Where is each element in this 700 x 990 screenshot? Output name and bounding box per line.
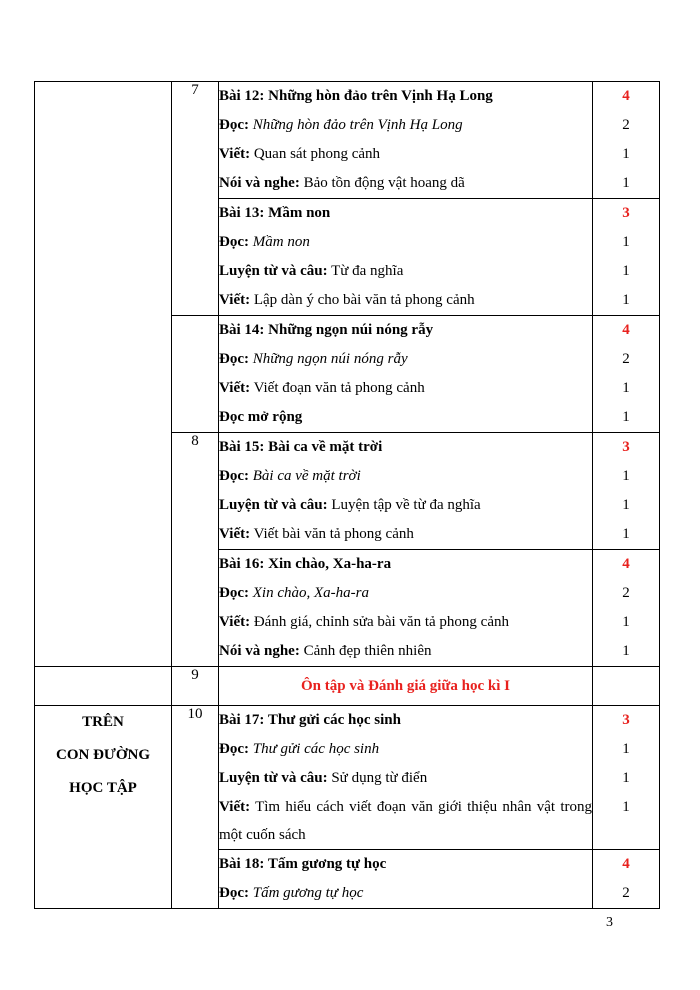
item-periods: 1 <box>622 526 630 542</box>
lesson-item: Viết: Viết đoạn văn tả phong cảnh <box>219 380 425 396</box>
table-row <box>35 706 660 850</box>
item-periods: 2 <box>622 885 630 901</box>
lesson-item: Nói và nghe: Cảnh đẹp thiên nhiên <box>219 643 432 659</box>
week-cell-empty <box>172 316 219 433</box>
midterm-periods-empty <box>593 667 660 706</box>
topic-line: HỌC TẬP <box>69 780 137 796</box>
lesson-16-content <box>219 550 593 667</box>
lesson-title: Bài 12: Những hòn đảo trên Vịnh Hạ Long <box>219 88 493 104</box>
item-periods: 2 <box>622 117 630 133</box>
lesson-item: Luyện từ và câu: Luyện tập về từ đa nghĩa <box>219 497 481 513</box>
lesson-14-periods <box>593 316 660 433</box>
page-number: 3 <box>606 915 613 930</box>
lesson-item: Đọc: Thư gửi các học sinh <box>219 741 380 757</box>
lesson-17-content <box>219 706 593 850</box>
week-cell: 10 <box>172 706 219 909</box>
item-periods: 1 <box>622 741 630 757</box>
item-periods: 1 <box>622 614 630 630</box>
lesson-item: Nói và nghe: Bảo tồn động vật hoang dã <box>219 175 465 191</box>
item-periods: 1 <box>622 468 630 484</box>
lesson-item: Đọc mở rộng <box>219 409 303 425</box>
lesson-title: Bài 15: Bài ca về mặt trời <box>219 439 383 455</box>
lesson-item: Đọc: Xin chào, Xa-ha-ra <box>219 585 369 601</box>
item-periods: 1 <box>622 263 630 279</box>
lesson-17-periods <box>593 706 660 850</box>
lesson-item: Viết: Đánh giá, chỉnh sửa bài văn tả phong cảnh <box>219 614 509 630</box>
total-periods: 3 <box>622 439 630 455</box>
lesson-item: Đọc: Những hòn đảo trên Vịnh Hạ Long <box>219 117 463 133</box>
item-periods: 1 <box>622 292 630 308</box>
week-cell: 9 <box>172 667 219 706</box>
item-periods: 1 <box>622 380 630 396</box>
curriculum-table <box>34 81 660 909</box>
total-periods: 4 <box>622 322 630 338</box>
item-periods: 2 <box>622 585 630 601</box>
week-cell: 8 <box>172 433 219 667</box>
total-periods: 4 <box>622 856 630 872</box>
week-cell: 7 <box>172 82 219 316</box>
lesson-12-content <box>219 82 593 199</box>
lesson-item: Luyện từ và câu: Từ đa nghĩa <box>219 263 404 279</box>
lesson-title: Bài 13: Mầm non <box>219 205 331 221</box>
total-periods: 4 <box>622 88 630 104</box>
lesson-item: Viết: Quan sát phong cảnh <box>219 146 381 162</box>
lesson-item: Luyện từ và câu: Sử dụng từ điển <box>219 770 428 786</box>
lesson-title: Bài 18: Tấm gương tự học <box>219 856 387 872</box>
lesson-item: Đọc: Mầm non <box>219 234 310 250</box>
total-periods: 3 <box>622 205 630 221</box>
topic-line: CON ĐƯỜNG <box>55 747 151 763</box>
lesson-item: Đọc: Bài ca về mặt trời <box>219 468 361 484</box>
lesson-item: Đọc: Tấm gương tự học <box>219 885 364 901</box>
total-periods: 4 <box>622 556 630 572</box>
lesson-18-periods <box>593 850 660 909</box>
total-periods: 3 <box>622 712 630 728</box>
item-periods: 1 <box>622 643 630 659</box>
item-periods: 1 <box>622 175 630 191</box>
lesson-13-content <box>219 199 593 316</box>
lesson-item: Viết: Viết bài văn tả phong cảnh <box>219 526 414 542</box>
lesson-13-periods <box>593 199 660 316</box>
lesson-15-periods <box>593 433 660 550</box>
lesson-title: Bài 17: Thư gửi các học sinh <box>219 712 401 728</box>
lesson-item: Viết: Tìm hiểu cách viết đoạn văn giới thiệu nhân vật trong một cuốn sách <box>219 799 593 843</box>
lesson-title: Bài 16: Xin chào, Xa-ha-ra <box>219 556 392 572</box>
item-periods: 1 <box>622 409 630 425</box>
lesson-18-content <box>219 850 593 909</box>
midterm-title: Ôn tập và Đánh giá giữa học kì I <box>300 678 511 694</box>
item-periods: 1 <box>622 146 630 162</box>
item-periods: 1 <box>622 234 630 250</box>
table-row <box>35 667 660 706</box>
lesson-12-periods <box>593 82 660 199</box>
topic-line: TRÊN <box>82 714 124 730</box>
lesson-15-content <box>219 433 593 550</box>
item-periods: 1 <box>622 799 630 815</box>
item-periods: 2 <box>622 351 630 367</box>
lesson-16-periods <box>593 550 660 667</box>
table-row <box>35 82 660 199</box>
midterm-cell <box>219 667 593 706</box>
lesson-title: Bài 14: Những ngọn núi nóng rẫy <box>219 322 434 338</box>
lesson-item: Viết: Lập dàn ý cho bài văn tả phong cảnh <box>219 292 475 308</box>
lesson-item: Đọc: Những ngọn núi nóng rẫy <box>219 351 408 367</box>
topic-cell <box>35 706 172 909</box>
lesson-14-content <box>219 316 593 433</box>
item-periods: 1 <box>622 770 630 786</box>
item-periods: 1 <box>622 497 630 513</box>
topic-cell-empty <box>35 667 172 706</box>
topic-cell-empty <box>35 82 172 667</box>
